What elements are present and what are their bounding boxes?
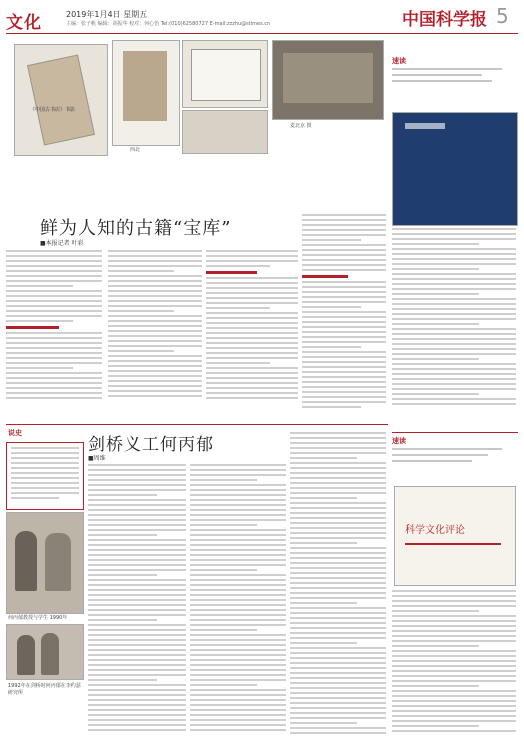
caption-photo-2: 1992年在剑桥时何丙郁在李约瑟研究所 xyxy=(8,683,81,696)
page-header xyxy=(0,0,524,34)
article2-col-1 xyxy=(88,464,186,738)
journal-cover xyxy=(394,486,516,586)
photo-needham-institute xyxy=(6,624,84,680)
sidebar-label: 速读 xyxy=(392,57,406,65)
issue-date: 2019年1月4日 星期五 xyxy=(66,10,148,19)
sidebar-text xyxy=(392,228,516,428)
newspaper-brand: 中国科学报 xyxy=(402,10,487,30)
sidebar-info xyxy=(392,68,516,108)
article-title-1: 鲜为人知的古籍“宝库” xyxy=(40,218,232,239)
mid-rule xyxy=(6,424,388,425)
caption-photo-1: 何丙郁教授与学生 1990年 xyxy=(8,615,68,621)
article-byline-1: ■本报记者 叶彩 xyxy=(40,240,84,247)
book-photo-stack xyxy=(182,110,268,154)
section-tag-history: 说史 xyxy=(8,429,22,437)
article1-col-4 xyxy=(302,214,386,420)
book-photo-open xyxy=(182,40,268,108)
article2-intro-box xyxy=(6,442,84,510)
sidebar-info-2 xyxy=(392,448,516,478)
book-photo-left xyxy=(14,44,108,156)
sidebar-text-2 xyxy=(392,590,516,738)
article1-col-3 xyxy=(206,250,298,420)
article2-col-2 xyxy=(190,464,286,738)
article-byline-2: ■周维 xyxy=(88,455,106,462)
sidebar-book-cover xyxy=(392,112,518,226)
section-title: 文化 xyxy=(6,13,42,33)
photo-ho-peng-yoke xyxy=(6,512,84,614)
page-number: 5 xyxy=(496,4,509,28)
article-title-2: 剑桥义工何丙郁 xyxy=(88,435,214,455)
caption-right: 麦北京 摄 xyxy=(290,123,312,129)
right-rule xyxy=(392,432,518,433)
editor-info: 主编：张子帆 编辑：胡振华 校对：何心怡 Tel:(010)62580727 E-mail:zzzhu@stimes.cn xyxy=(66,21,271,27)
article2-col-3 xyxy=(290,432,386,738)
book-photo-middle xyxy=(112,40,180,146)
article1-col-2 xyxy=(108,250,202,420)
painting-photo xyxy=(272,40,384,120)
header-rule xyxy=(6,33,518,34)
caption-left: 西北 xyxy=(130,147,141,153)
journal-cover-title: 科学文化评论 xyxy=(405,525,465,536)
caption-main: 《中国古书店》书影 xyxy=(30,107,76,113)
sidebar-label-2: 速读 xyxy=(392,437,406,445)
article1-col-1 xyxy=(6,250,102,420)
